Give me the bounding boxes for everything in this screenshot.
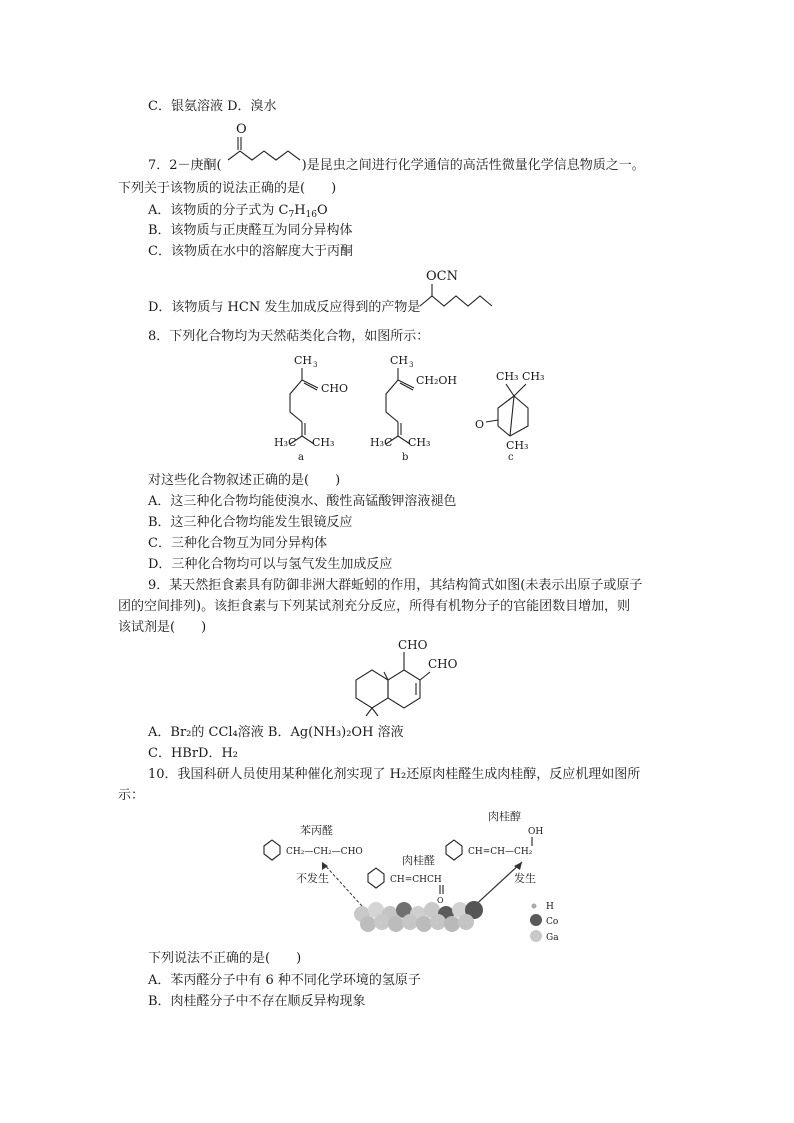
q8-option-c: C．三种化合物互为同分异构体 <box>148 536 327 551</box>
q7-option-c: C．该物质在水中的溶解度大于丙酮 <box>148 244 353 259</box>
svg-text:CH: CH <box>390 354 409 367</box>
q7-ocn-label: OCN <box>426 269 458 284</box>
q10-stem-line1: 10．我国科研人员使用某种催化剂实现了 H₂还原肉桂醛生成肉桂醇，反应机理如图所 <box>148 767 641 782</box>
q7-option-b: B．该物质与正庚醛互为同分异构体 <box>148 223 353 238</box>
svg-text:CHO: CHO <box>321 382 349 395</box>
svg-text:CH₃: CH₃ <box>312 436 335 449</box>
q10-cinnamaldehyde <box>368 853 444 905</box>
q10-cinnamyl-alcohol <box>446 809 543 860</box>
q10-option-a: A．苯丙醛分子中有 6 种不同化学环境的氢原子 <box>148 973 421 988</box>
q8-option-d: D．三种化合物均可以与氢气发生加成反应 <box>148 557 393 572</box>
svg-text:CH₃: CH₃ <box>496 370 519 383</box>
svg-text:H: H <box>546 902 554 912</box>
q9-stem-line3: 该试剂是( ) <box>118 620 207 635</box>
svg-text:a: a <box>298 452 304 463</box>
svg-text:O: O <box>475 418 485 431</box>
svg-text:肉桂醛: 肉桂醛 <box>402 854 435 867</box>
q10-catalyst-surface <box>354 901 483 932</box>
q9-stem-line1: 9．某天然拒食素具有防御非洲大群蚯蚓的作用，其结构简式如图(未表示出原子或原子 <box>148 578 643 593</box>
svg-text:CH: CH <box>294 354 313 367</box>
svg-text:不发生: 不发生 <box>296 872 329 885</box>
svg-text:3: 3 <box>409 361 414 369</box>
svg-text:CH=CH—CH₂: CH=CH—CH₂ <box>468 847 533 857</box>
q7-option-d: D．该物质与 HCN 发生加成反应得到的产物是 <box>148 300 421 315</box>
svg-text:Ga: Ga <box>546 933 559 943</box>
q8-option-a: A．这三种化合物均能使溴水、酸性高锰酸钾溶液褪色 <box>148 494 457 509</box>
q8-terpene-structures <box>270 352 560 464</box>
q10-stem-line2: 示： <box>118 788 145 803</box>
svg-text:CHO: CHO <box>428 657 458 671</box>
q7-stem-part2: )是昆虫之间进行化学通信的高活性微量化学信息物质之一。 <box>301 158 645 173</box>
q8-option-b: B．这三种化合物均能发生银镜反应 <box>148 515 353 530</box>
q10-mechanism-diagram <box>258 806 568 946</box>
svg-text:发生: 发生 <box>514 872 536 885</box>
svg-text:CH₂OH: CH₂OH <box>416 374 458 387</box>
legend-co-dot <box>530 914 542 926</box>
q10-benzpropanal <box>264 823 363 860</box>
q9-option-ab: A．Br₂的 CCl₄溶液 B．Ag(NH₃)₂OH 溶液 <box>148 725 404 740</box>
svg-text:苯丙醛: 苯丙醛 <box>300 824 333 837</box>
legend-h-dot <box>532 904 537 909</box>
q8-structure-a <box>274 354 348 463</box>
q10-legend <box>530 902 559 943</box>
q9-option-cd: C．HBrD．H₂ <box>148 746 239 761</box>
q7-struct-o: O <box>236 122 247 137</box>
q8-structure-b <box>370 354 457 463</box>
q7-stem-line1 <box>148 157 645 175</box>
svg-text:b: b <box>402 452 409 463</box>
svg-text:CH₃: CH₃ <box>408 436 431 449</box>
svg-text:3: 3 <box>313 361 318 369</box>
q7-option-a: A．该物质的分子式为 $C_7H_{16}O$ <box>148 203 328 220</box>
q7-heptanone-structure <box>228 120 312 176</box>
q9-antifeedant-structure <box>352 636 472 720</box>
q9-stem-line2: 团的空间排列)。该拒食素与下列某试剂充分反应，所得有机物分子的官能团数目增加，则 <box>118 599 631 614</box>
svg-text:CH₂—CH₂—CHO: CH₂—CH₂—CHO <box>286 847 363 857</box>
svg-text:O: O <box>437 896 444 905</box>
svg-text:CH₃: CH₃ <box>506 439 529 452</box>
legend-ga-dot <box>530 930 542 942</box>
svg-text:Co: Co <box>546 917 559 927</box>
svg-text:H₃C: H₃C <box>370 436 393 449</box>
q10-prompt: 下列说法不正确的是( ) <box>148 951 302 966</box>
svg-text:CH=CHCH: CH=CHCH <box>390 875 442 885</box>
svg-text:CH₃: CH₃ <box>522 370 545 383</box>
q7-stem-line2: 下列关于该物质的说法正确的是( ) <box>118 181 337 196</box>
svg-text:OH: OH <box>528 827 544 837</box>
svg-text:c: c <box>508 452 514 463</box>
svg-text:H₃C: H₃C <box>274 436 297 449</box>
q6-option-cd: C．银氨溶液 D．溴水 <box>148 99 277 114</box>
q10-option-b: B．肉桂醛分子中不存在顺反异构现象 <box>148 994 366 1009</box>
q8-stem: 8．下列化合物均为天然萜类化合物，如图所示： <box>148 329 430 344</box>
svg-text:肉桂醇: 肉桂醇 <box>488 810 521 823</box>
svg-text:CHO: CHO <box>398 638 428 652</box>
q7-stem-part1: 7．2－庚酮( <box>148 158 222 173</box>
q8-structure-c <box>475 370 544 463</box>
q7-cyanohydrin-structure <box>420 266 498 318</box>
q8-prompt: 对这些化合物叙述正确的是( ) <box>148 473 341 488</box>
